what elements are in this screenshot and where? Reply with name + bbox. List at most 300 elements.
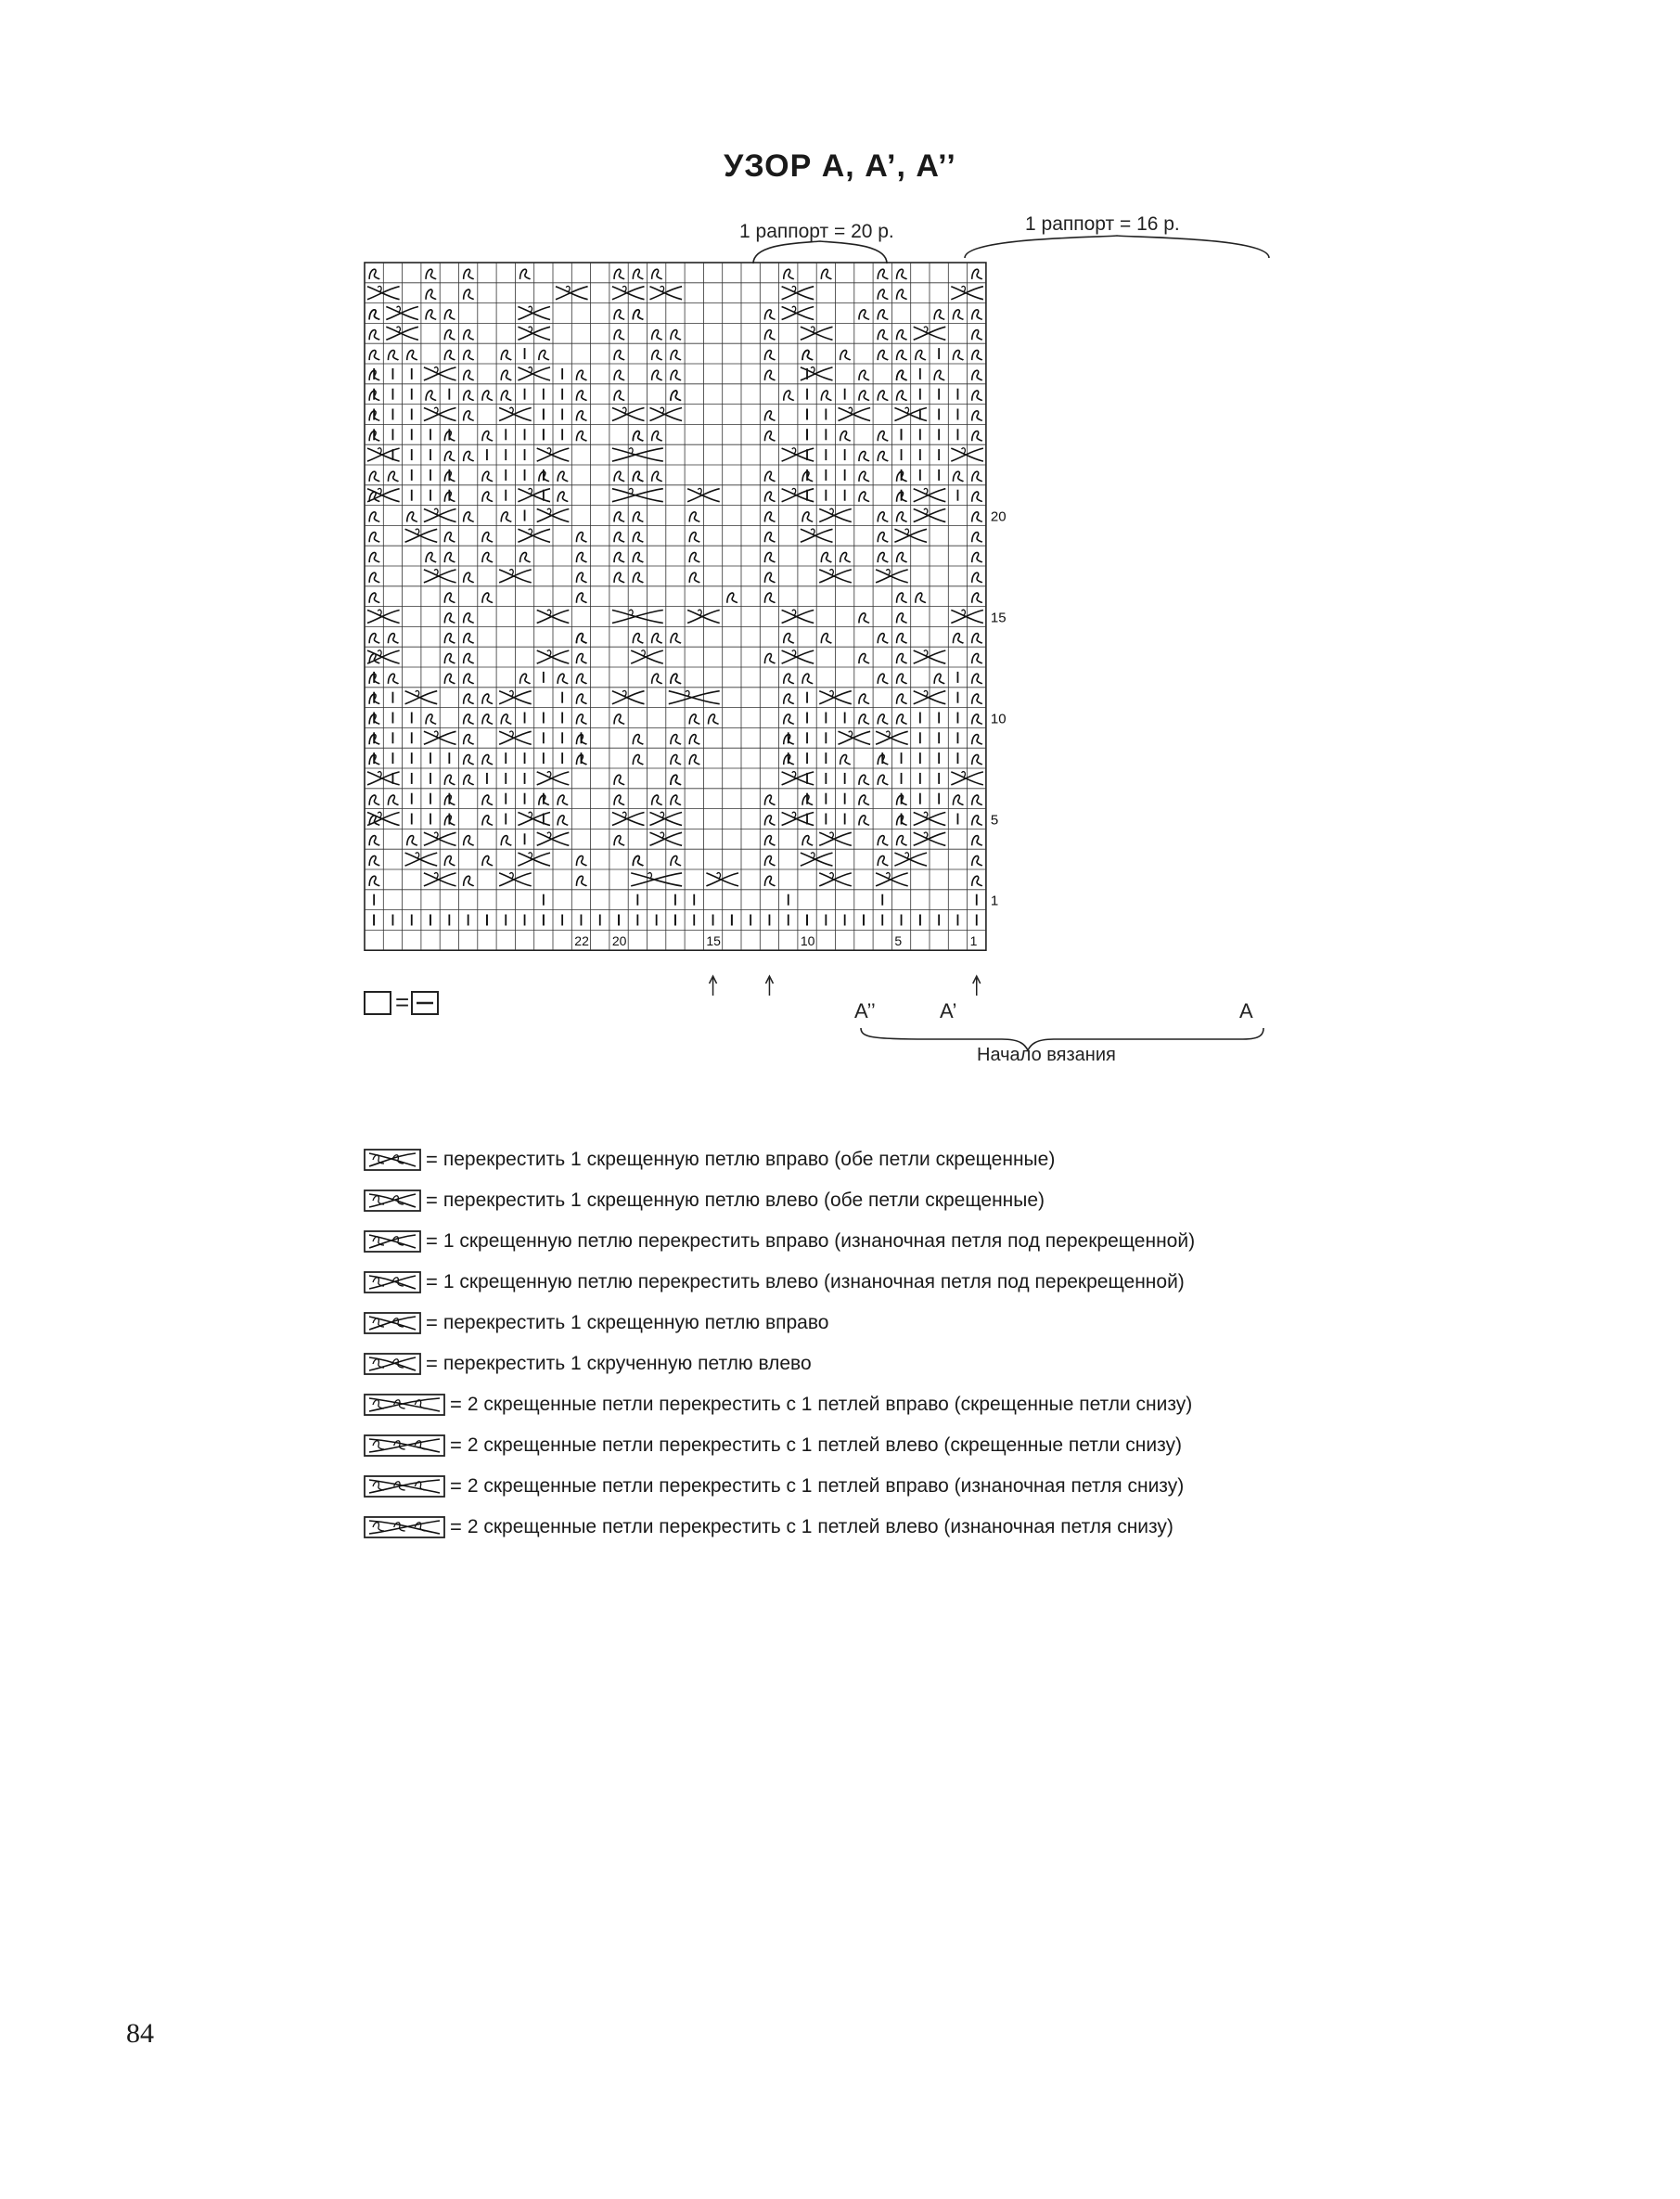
twisted-stitch-symbol bbox=[444, 451, 455, 461]
legend-text: перекрестить 1 скрещенную петлю влево (обе петли скрещенные) bbox=[442, 1190, 1045, 1211]
twisted-stitch-symbol bbox=[972, 694, 982, 704]
twisted-stitch-symbol bbox=[671, 634, 681, 644]
twisted-stitch-symbol bbox=[652, 634, 662, 644]
twisted-stitch-symbol bbox=[614, 512, 624, 522]
twisted-stitch-symbol bbox=[859, 816, 869, 826]
twisted-stitch-symbol bbox=[878, 836, 888, 846]
twisted-stitch-symbol bbox=[369, 330, 379, 341]
twisted-stitch-symbol bbox=[878, 330, 888, 341]
twisted-stitch-symbol bbox=[764, 552, 775, 562]
twisted-stitch-symbol bbox=[614, 714, 624, 725]
twisted-stitch-symbol bbox=[859, 694, 869, 704]
twisted-stitch-symbol bbox=[878, 451, 888, 461]
twisted-stitch-symbol bbox=[614, 269, 624, 279]
twisted-stitch-symbol bbox=[464, 836, 474, 846]
twisted-stitch-symbol bbox=[897, 289, 907, 300]
twisted-stitch-symbol bbox=[972, 876, 982, 886]
twisted-stitch-symbol bbox=[482, 533, 493, 543]
cross-2-1-left-twisted-icon bbox=[364, 1434, 445, 1458]
twisted-stitch-symbol bbox=[464, 735, 474, 745]
twisted-stitch-symbol bbox=[614, 391, 624, 401]
twisted-stitch-symbol bbox=[897, 836, 907, 846]
twisted-stitch-symbol bbox=[897, 694, 907, 704]
twisted-stitch-symbol bbox=[972, 795, 982, 805]
twisted-stitch-symbol bbox=[464, 512, 474, 522]
twisted-stitch-symbol bbox=[784, 634, 794, 644]
twisted-stitch-symbol bbox=[633, 855, 643, 866]
twisted-stitch-symbol bbox=[614, 471, 624, 482]
twisted-stitch-symbol bbox=[764, 533, 775, 543]
twisted-stitch-symbol bbox=[482, 552, 493, 562]
twisted-stitch-symbol bbox=[671, 370, 681, 380]
twisted-stitch-symbol bbox=[444, 674, 455, 684]
twisted-stitch-symbol bbox=[784, 391, 794, 401]
twisted-stitch-symbol bbox=[388, 634, 398, 644]
rapport-right-label: 1 раппорт = 16 р. bbox=[1025, 213, 1180, 235]
twisted-stitch-symbol bbox=[784, 694, 794, 704]
twisted-stitch-symbol bbox=[633, 533, 643, 543]
twisted-stitch-symbol bbox=[520, 674, 531, 684]
cable-cross-symbol bbox=[669, 690, 720, 703]
twisted-stitch-symbol bbox=[576, 593, 586, 603]
twisted-stitch-symbol bbox=[369, 572, 379, 583]
twisted-stitch-symbol bbox=[671, 754, 681, 765]
twisted-stitch-symbol bbox=[897, 613, 907, 624]
twisted-stitch-symbol bbox=[859, 795, 869, 805]
twisted-stitch-symbol bbox=[764, 310, 775, 320]
twisted-stitch-symbol bbox=[482, 754, 493, 765]
twisted-stitch-symbol bbox=[576, 552, 586, 562]
twisted-stitch-symbol bbox=[897, 593, 907, 603]
twisted-stitch-symbol bbox=[764, 411, 775, 421]
twisted-stitch-symbol bbox=[897, 674, 907, 684]
twisted-stitch-symbol bbox=[897, 269, 907, 279]
twisted-stitch-symbol bbox=[878, 310, 888, 320]
twisted-stitch-symbol bbox=[727, 593, 737, 603]
twisted-stitch-symbol bbox=[520, 552, 531, 562]
twisted-stitch-symbol bbox=[369, 512, 379, 522]
twisted-stitch-symbol bbox=[576, 694, 586, 704]
twisted-stitch-symbol bbox=[878, 855, 888, 866]
twisted-stitch-symbol bbox=[444, 653, 455, 663]
legend-item bbox=[364, 1262, 1195, 1303]
twisted-stitch-symbol bbox=[464, 572, 474, 583]
legend-text: 2 скрещенные петли перекрестить с 1 петлей вправо (скрещенные петли снизу) bbox=[467, 1394, 1193, 1415]
twisted-stitch-symbol bbox=[369, 855, 379, 866]
legend-item bbox=[364, 1139, 1195, 1180]
twisted-stitch-symbol bbox=[388, 471, 398, 482]
twisted-stitch-symbol bbox=[764, 370, 775, 380]
twisted-stitch-symbol bbox=[633, 735, 643, 745]
twisted-stitch-symbol bbox=[821, 634, 831, 644]
legend-eq: = bbox=[426, 1270, 438, 1293]
twisted-stitch-symbol bbox=[407, 836, 417, 846]
twisted-stitch-symbol bbox=[859, 492, 869, 502]
twisted-stitch-symbol bbox=[464, 451, 474, 461]
legend-item bbox=[364, 1425, 1195, 1466]
twisted-stitch-symbol bbox=[614, 370, 624, 380]
twisted-stitch-symbol bbox=[444, 533, 455, 543]
twisted-stitch-symbol bbox=[539, 350, 549, 360]
twisted-stitch-symbol bbox=[689, 714, 699, 725]
twisted-stitch-symbol bbox=[464, 289, 474, 300]
cross-left-twisted-icon bbox=[364, 1189, 421, 1213]
twisted-stitch-symbol bbox=[614, 572, 624, 583]
twisted-stitch-symbol bbox=[558, 795, 568, 805]
twisted-stitch-symbol bbox=[953, 310, 963, 320]
twisted-stitch-symbol bbox=[482, 593, 493, 603]
twisted-stitch-symbol bbox=[614, 350, 624, 360]
twisted-stitch-symbol bbox=[897, 350, 907, 360]
twisted-stitch-symbol bbox=[501, 350, 511, 360]
cross-2-1-right-twisted-icon bbox=[364, 1393, 445, 1417]
twisted-stitch-symbol bbox=[972, 370, 982, 380]
twisted-stitch-symbol bbox=[576, 533, 586, 543]
twisted-stitch-symbol bbox=[558, 674, 568, 684]
twisted-stitch-symbol bbox=[764, 876, 775, 886]
page-number: 84 bbox=[126, 2018, 154, 2049]
legend-eq: = bbox=[426, 1148, 438, 1171]
twisted-stitch-symbol bbox=[369, 310, 379, 320]
twisted-stitch-symbol bbox=[689, 512, 699, 522]
legend-item bbox=[364, 1466, 1195, 1507]
empty-cell-eq: = bbox=[395, 990, 410, 1016]
twisted-stitch-symbol bbox=[576, 370, 586, 380]
twisted-stitch-symbol bbox=[671, 391, 681, 401]
twisted-stitch-symbol bbox=[972, 391, 982, 401]
twisted-stitch-symbol bbox=[972, 836, 982, 846]
legend bbox=[364, 1139, 1195, 1548]
twisted-stitch-symbol bbox=[633, 754, 643, 765]
cross-right-icon bbox=[364, 1311, 421, 1335]
legend-eq: = bbox=[426, 1352, 438, 1375]
row-number: 15 bbox=[990, 610, 1007, 626]
twisted-stitch-symbol bbox=[369, 593, 379, 603]
rapport-bracket bbox=[753, 241, 887, 264]
twisted-stitch-symbol bbox=[633, 431, 643, 442]
twisted-stitch-symbol bbox=[558, 816, 568, 826]
marker-a1: А’ bbox=[940, 999, 957, 1022]
twisted-stitch-symbol bbox=[614, 330, 624, 341]
twisted-stitch-symbol bbox=[897, 512, 907, 522]
twisted-stitch-symbol bbox=[614, 775, 624, 785]
twisted-stitch-symbol bbox=[859, 613, 869, 624]
twisted-stitch-symbol bbox=[464, 411, 474, 421]
twisted-stitch-symbol bbox=[369, 533, 379, 543]
legend-item bbox=[364, 1303, 1195, 1344]
twisted-stitch-symbol bbox=[972, 350, 982, 360]
legend-eq: = bbox=[426, 1311, 438, 1334]
twisted-stitch-symbol bbox=[916, 350, 926, 360]
twisted-stitch-symbol bbox=[934, 674, 944, 684]
legend-text: 1 скрещенную петлю перекрестить влево (изнаночная петля под перекрещенной) bbox=[442, 1271, 1185, 1292]
legend-eq: = bbox=[450, 1474, 462, 1498]
twisted-stitch-symbol bbox=[482, 714, 493, 725]
twisted-stitch-symbol bbox=[464, 694, 474, 704]
twisted-stitch-symbol bbox=[464, 370, 474, 380]
column-number: 20 bbox=[611, 933, 627, 949]
twisted-stitch-symbol bbox=[576, 714, 586, 725]
twisted-stitch-symbol bbox=[426, 310, 436, 320]
twisted-stitch-symbol bbox=[764, 855, 775, 866]
legend-item bbox=[364, 1221, 1195, 1262]
twisted-stitch-symbol bbox=[878, 350, 888, 360]
twisted-stitch-symbol bbox=[859, 714, 869, 725]
twisted-stitch-symbol bbox=[652, 330, 662, 341]
twisted-stitch-symbol bbox=[464, 330, 474, 341]
twisted-stitch-symbol bbox=[501, 512, 511, 522]
legend-item bbox=[364, 1507, 1195, 1548]
twisted-stitch-symbol bbox=[671, 795, 681, 805]
twisted-stitch-symbol bbox=[972, 674, 982, 684]
twisted-stitch-symbol bbox=[972, 816, 982, 826]
legend-text: перекрестить 1 скрещенную петлю вправо (обе петли скрещенные) bbox=[442, 1149, 1056, 1170]
twisted-stitch-symbol bbox=[897, 634, 907, 644]
twisted-stitch-symbol bbox=[897, 653, 907, 663]
twisted-stitch-symbol bbox=[859, 653, 869, 663]
twisted-stitch-symbol bbox=[953, 350, 963, 360]
rapport-bracket bbox=[965, 236, 1269, 258]
cross-right-twisted-icon bbox=[364, 1148, 421, 1172]
twisted-stitch-symbol bbox=[953, 471, 963, 482]
twisted-stitch-symbol bbox=[482, 391, 493, 401]
twisted-stitch-symbol bbox=[652, 674, 662, 684]
twisted-stitch-symbol bbox=[859, 775, 869, 785]
twisted-stitch-symbol bbox=[859, 471, 869, 482]
legend-text: 1 скрещенную петлю перекрестить вправо (изнаночная петля под перекрещенной) bbox=[442, 1230, 1196, 1252]
twisted-stitch-symbol bbox=[972, 593, 982, 603]
twisted-stitch-symbol bbox=[671, 674, 681, 684]
twisted-stitch-symbol bbox=[671, 775, 681, 785]
legend-text: 2 скрещенные петли перекрестить с 1 петлей вправо (изнаночная петля снизу) bbox=[467, 1475, 1185, 1497]
twisted-stitch-symbol bbox=[576, 855, 586, 866]
twisted-stitch-symbol bbox=[671, 330, 681, 341]
twisted-stitch-symbol bbox=[972, 512, 982, 522]
twisted-stitch-symbol bbox=[444, 310, 455, 320]
twisted-stitch-symbol bbox=[764, 795, 775, 805]
row-number: 20 bbox=[990, 508, 1007, 525]
cross-right-purl-icon bbox=[364, 1229, 421, 1254]
column-number: 22 bbox=[574, 933, 589, 949]
twisted-stitch-symbol bbox=[576, 674, 586, 684]
legend-text: перекрестить 1 скрещенную петлю вправо bbox=[442, 1312, 829, 1333]
twisted-stitch-symbol bbox=[897, 370, 907, 380]
cross-left-icon bbox=[364, 1352, 421, 1376]
twisted-stitch-symbol bbox=[464, 674, 474, 684]
twisted-stitch-symbol bbox=[501, 391, 511, 401]
column-number: 10 bbox=[800, 933, 815, 949]
twisted-stitch-symbol bbox=[633, 552, 643, 562]
twisted-stitch-symbol bbox=[859, 391, 869, 401]
twisted-stitch-symbol bbox=[576, 431, 586, 442]
cable-cross-symbol bbox=[612, 610, 663, 623]
twisted-stitch-symbol bbox=[802, 836, 813, 846]
twisted-stitch-symbol bbox=[689, 552, 699, 562]
twisted-stitch-symbol bbox=[972, 330, 982, 341]
twisted-stitch-symbol bbox=[784, 269, 794, 279]
twisted-stitch-symbol bbox=[576, 876, 586, 886]
legend-text: 2 скрещенные петли перекрестить с 1 петлей влево (изнаночная петля снизу) bbox=[467, 1516, 1173, 1537]
twisted-stitch-symbol bbox=[652, 350, 662, 360]
twisted-stitch-symbol bbox=[897, 552, 907, 562]
twisted-stitch-symbol bbox=[633, 471, 643, 482]
twisted-stitch-symbol bbox=[482, 816, 493, 826]
twisted-stitch-symbol bbox=[840, 754, 851, 765]
twisted-stitch-symbol bbox=[369, 836, 379, 846]
twisted-stitch-symbol bbox=[633, 572, 643, 583]
twisted-stitch-symbol bbox=[652, 431, 662, 442]
twisted-stitch-symbol bbox=[464, 876, 474, 886]
twisted-stitch-symbol bbox=[482, 471, 493, 482]
legend-item bbox=[364, 1384, 1195, 1425]
column-number: 5 bbox=[894, 933, 903, 949]
legend-eq: = bbox=[426, 1229, 438, 1253]
twisted-stitch-symbol bbox=[464, 775, 474, 785]
cable-cross-symbol bbox=[612, 488, 663, 501]
legend-eq: = bbox=[450, 1434, 462, 1457]
twisted-stitch-symbol bbox=[614, 836, 624, 846]
twisted-stitch-symbol bbox=[878, 552, 888, 562]
twisted-stitch-symbol bbox=[972, 855, 982, 866]
twisted-stitch-symbol bbox=[972, 269, 982, 279]
twisted-stitch-symbol bbox=[878, 674, 888, 684]
twisted-stitch-symbol bbox=[671, 350, 681, 360]
twisted-stitch-symbol bbox=[576, 634, 586, 644]
twisted-stitch-symbol bbox=[972, 714, 982, 725]
twisted-stitch-symbol bbox=[802, 674, 813, 684]
row-number: 1 bbox=[990, 893, 999, 909]
twisted-stitch-symbol bbox=[558, 492, 568, 502]
twisted-stitch-symbol bbox=[972, 735, 982, 745]
twisted-stitch-symbol bbox=[821, 391, 831, 401]
twisted-stitch-symbol bbox=[878, 431, 888, 442]
cross-2-1-right-purl-icon bbox=[364, 1474, 445, 1498]
twisted-stitch-symbol bbox=[482, 431, 493, 442]
rapport-left-label: 1 раппорт = 20 р. bbox=[739, 221, 894, 242]
twisted-stitch-symbol bbox=[444, 330, 455, 341]
twisted-stitch-symbol bbox=[972, 552, 982, 562]
marker-a: А bbox=[1239, 999, 1253, 1022]
column-number: 15 bbox=[706, 933, 721, 949]
start-label: Начало вязания bbox=[977, 1045, 1116, 1065]
twisted-stitch-symbol bbox=[934, 310, 944, 320]
twisted-stitch-symbol bbox=[709, 714, 719, 725]
twisted-stitch-symbol bbox=[444, 593, 455, 603]
legend-item bbox=[364, 1180, 1195, 1221]
twisted-stitch-symbol bbox=[444, 634, 455, 644]
twisted-stitch-symbol bbox=[407, 350, 417, 360]
legend-text: 2 скрещенные петли перекрестить с 1 петлей влево (скрещенные петли снизу) bbox=[467, 1434, 1182, 1456]
row-number: 10 bbox=[990, 711, 1007, 727]
twisted-stitch-symbol bbox=[972, 533, 982, 543]
cross-2-1-left-purl-icon bbox=[364, 1515, 445, 1539]
twisted-stitch-symbol bbox=[388, 674, 398, 684]
twisted-stitch-symbol bbox=[784, 674, 794, 684]
twisted-stitch-symbol bbox=[764, 330, 775, 341]
twisted-stitch-symbol bbox=[501, 714, 511, 725]
twisted-stitch-symbol bbox=[388, 795, 398, 805]
twisted-stitch-symbol bbox=[802, 350, 813, 360]
empty-cell-icon bbox=[365, 992, 391, 1014]
twisted-stitch-symbol bbox=[764, 836, 775, 846]
twisted-stitch-symbol bbox=[689, 754, 699, 765]
twisted-stitch-symbol bbox=[444, 775, 455, 785]
twisted-stitch-symbol bbox=[671, 855, 681, 866]
legend-eq: = bbox=[426, 1189, 438, 1212]
twisted-stitch-symbol bbox=[407, 512, 417, 522]
twisted-stitch-symbol bbox=[859, 370, 869, 380]
twisted-stitch-symbol bbox=[934, 370, 944, 380]
twisted-stitch-symbol bbox=[652, 269, 662, 279]
twisted-stitch-symbol bbox=[482, 694, 493, 704]
twisted-stitch-symbol bbox=[464, 269, 474, 279]
twisted-stitch-symbol bbox=[840, 552, 851, 562]
twisted-stitch-symbol bbox=[614, 795, 624, 805]
legend-text: перекрестить 1 скрученную петлю влево bbox=[442, 1353, 812, 1374]
twisted-stitch-symbol bbox=[840, 350, 851, 360]
twisted-stitch-symbol bbox=[802, 512, 813, 522]
twisted-stitch-symbol bbox=[878, 714, 888, 725]
cross-left-purl-icon bbox=[364, 1270, 421, 1294]
twisted-stitch-symbol bbox=[576, 391, 586, 401]
twisted-stitch-symbol bbox=[784, 714, 794, 725]
twisted-stitch-symbol bbox=[426, 552, 436, 562]
twisted-stitch-symbol bbox=[369, 552, 379, 562]
twisted-stitch-symbol bbox=[614, 533, 624, 543]
twisted-stitch-symbol bbox=[972, 431, 982, 442]
twisted-stitch-symbol bbox=[821, 552, 831, 562]
twisted-stitch-symbol bbox=[444, 613, 455, 624]
twisted-stitch-symbol bbox=[633, 512, 643, 522]
twisted-stitch-symbol bbox=[426, 269, 436, 279]
twisted-stitch-symbol bbox=[878, 533, 888, 543]
twisted-stitch-symbol bbox=[764, 572, 775, 583]
twisted-stitch-symbol bbox=[972, 634, 982, 644]
twisted-stitch-symbol bbox=[464, 613, 474, 624]
twisted-stitch-symbol bbox=[764, 471, 775, 482]
empty-cell-legend bbox=[364, 990, 456, 1022]
twisted-stitch-symbol bbox=[689, 533, 699, 543]
twisted-stitch-symbol bbox=[501, 370, 511, 380]
twisted-stitch-symbol bbox=[464, 350, 474, 360]
twisted-stitch-symbol bbox=[464, 754, 474, 765]
twisted-stitch-symbol bbox=[840, 431, 851, 442]
twisted-stitch-symbol bbox=[972, 492, 982, 502]
twisted-stitch-symbol bbox=[444, 350, 455, 360]
twisted-stitch-symbol bbox=[878, 634, 888, 644]
twisted-stitch-symbol bbox=[369, 350, 379, 360]
column-number: 1 bbox=[969, 933, 978, 949]
twisted-stitch-symbol bbox=[464, 391, 474, 401]
twisted-stitch-symbol bbox=[764, 512, 775, 522]
twisted-stitch-symbol bbox=[652, 471, 662, 482]
twisted-stitch-symbol bbox=[464, 634, 474, 644]
twisted-stitch-symbol bbox=[426, 391, 436, 401]
twisted-stitch-symbol bbox=[633, 269, 643, 279]
twisted-stitch-symbol bbox=[388, 350, 398, 360]
twisted-stitch-symbol bbox=[972, 754, 982, 765]
twisted-stitch-symbol bbox=[652, 370, 662, 380]
legend-eq: = bbox=[450, 1393, 462, 1416]
twisted-stitch-symbol bbox=[426, 289, 436, 300]
twisted-stitch-symbol bbox=[821, 269, 831, 279]
twisted-stitch-symbol bbox=[689, 572, 699, 583]
twisted-stitch-symbol bbox=[859, 310, 869, 320]
twisted-stitch-symbol bbox=[369, 269, 379, 279]
twisted-stitch-symbol bbox=[671, 735, 681, 745]
twisted-stitch-symbol bbox=[953, 795, 963, 805]
twisted-stitch-symbol bbox=[972, 310, 982, 320]
